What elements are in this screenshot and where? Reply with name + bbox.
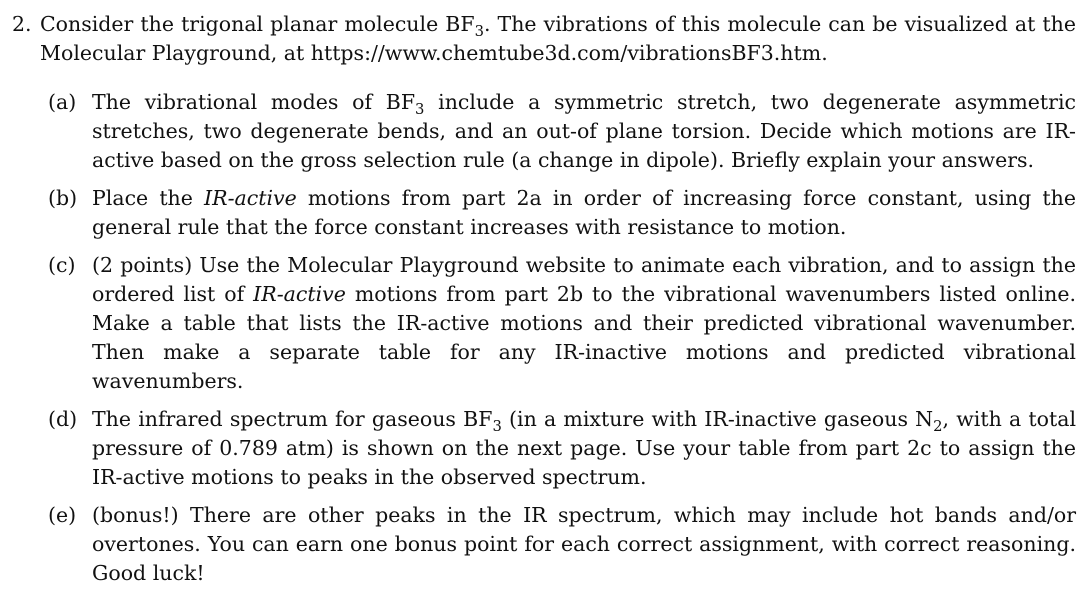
part-d-text-1: The infrared spectrum for gaseous BF xyxy=(92,407,493,431)
intro-text-1: Consider the trigonal planar molecule BF xyxy=(40,12,475,36)
part-c-label: (c) xyxy=(48,253,76,277)
part-d xyxy=(40,405,1076,492)
part-c-text-1: (2 points) Use the Molecular Playground website to animate each vibration, and to assign the ordered list of xyxy=(92,253,1076,306)
part-b-text-2: motions from part 2a in order of increasing force constant, using the general rule that the force constant increases with resistance to motion. xyxy=(92,186,1076,239)
part-a-text xyxy=(92,88,1076,175)
part-c-emphasis: IR-active xyxy=(253,282,346,306)
part-d-text xyxy=(92,405,1076,492)
part-a-text-2: include a symmetric stretch, two degenerate asymmetric stretches, two degenerate bends, and an out-of plane torsion. Decide which motions are IR-active based on the gross selection rule (a change in dipole). Briefly explain your answers. xyxy=(92,90,1076,172)
part-d-text-3: , with a total pressure of 0.789 atm) is shown on the next page. Use your table from part 2c to assign the IR-active motions to peaks in the observed spectrum. xyxy=(92,407,1076,489)
part-e-label: (e) xyxy=(48,503,77,527)
part-d-text-2: (in a mixture with IR-inactive gaseous N xyxy=(501,407,934,431)
part-a-text-1: The vibrational modes of BF xyxy=(92,90,416,114)
part-a xyxy=(40,88,1076,175)
problem-number: 2. xyxy=(12,12,32,36)
part-b-emphasis: IR-active xyxy=(204,186,297,210)
part-e xyxy=(40,501,1076,588)
part-b xyxy=(40,184,1076,242)
part-a-subscript: 3 xyxy=(415,100,425,118)
part-e-text: (bonus!) There are other peaks in the IR spectrum, which may include hot bands and/or overtones. You can earn one bonus point for each correct assignment, with correct reasoning. Good luck! xyxy=(92,503,1076,585)
part-d-subscript-2: 2 xyxy=(933,417,943,435)
problem-body xyxy=(40,10,1076,597)
part-d-subscript-1: 3 xyxy=(492,417,502,435)
parts-list xyxy=(40,88,1076,588)
intro-text-2: . The vibrations of this molecule can be visualized at the Molecular Playground, at https://www.chemtube3d.com/vibrationsBF3.htm. xyxy=(40,12,1077,65)
part-c-text-2: motions from part 2b to the vibrational wavenumbers listed online. Make a table that lists the IR-active motions and their predicted vibrational wavenumber. Then make a separate table for any IR-inactive motions and predicted vibrational wavenumbers. xyxy=(92,282,1076,393)
part-c xyxy=(40,251,1076,396)
problem-intro xyxy=(40,10,1076,68)
part-b-label: (b) xyxy=(48,186,78,210)
part-d-label: (d) xyxy=(48,407,78,431)
part-c-text xyxy=(92,251,1076,396)
part-b-text xyxy=(92,184,1076,242)
intro-subscript: 3 xyxy=(474,22,484,40)
part-a-label: (a) xyxy=(48,90,77,114)
problem-2 xyxy=(12,10,1076,597)
part-b-text-1: Place the xyxy=(92,186,205,210)
